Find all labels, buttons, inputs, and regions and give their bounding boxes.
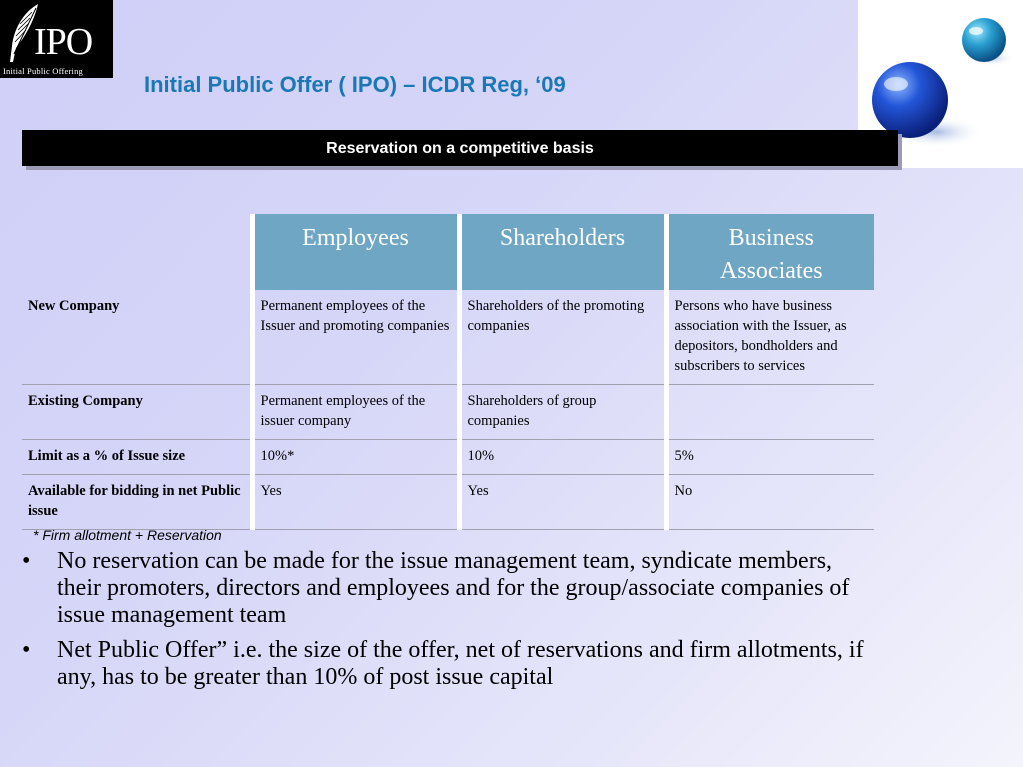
table-cell: Persons who have business association with the Issuer, as depositors, bondholders and subscribers to services: [666, 290, 874, 385]
ipo-logo: [0, 0, 113, 78]
list-item: [22, 548, 872, 629]
table-cell: 10%: [459, 440, 666, 475]
bullet-icon: •: [22, 548, 31, 574]
header-business-associates: Business Associates: [666, 214, 874, 290]
table-header-row: [22, 214, 874, 290]
row-label: Available for bidding in net Public issue: [22, 475, 252, 530]
list-item: [22, 637, 872, 691]
table-footnote: * Firm allotment + Reservation: [33, 527, 222, 543]
reservation-table: [22, 214, 874, 530]
bullet-text: No reservation can be made for the issue management team, syndicate members, their promoters, directors and employees and for the group/associate companies of issue management team: [57, 548, 850, 628]
section-banner: Reservation on a competitive basis: [22, 130, 898, 166]
table-cell: Shareholders of group companies: [459, 385, 666, 440]
table-cell: 5%: [666, 440, 874, 475]
row-label: Existing Company: [22, 385, 252, 440]
table-row: [22, 290, 874, 385]
logo-text: IPO: [34, 21, 93, 63]
table-cell: [666, 385, 874, 440]
table-cell: Permanent employees of the Issuer and promoting companies: [252, 290, 459, 385]
header-shareholders: Shareholders: [459, 214, 666, 290]
bullet-text: Net Public Offer” i.e. the size of the offer, net of reservations and firm allotments, if any, has to be greater than 10% of post issue capital: [57, 637, 864, 690]
table-row: [22, 475, 874, 530]
table-cell: Yes: [252, 475, 459, 530]
table-row: [22, 440, 874, 475]
bullet-list: [22, 548, 872, 699]
row-label: Limit as a % of Issue size: [22, 440, 252, 475]
row-label: New Company: [22, 290, 252, 385]
header-employees: Employees: [252, 214, 459, 290]
table-cell: 10%*: [252, 440, 459, 475]
table-row: [22, 385, 874, 440]
table-cell: Permanent employees of the issuer company: [252, 385, 459, 440]
table-cell: Shareholders of the promoting companies: [459, 290, 666, 385]
header-blank-cell: [22, 214, 252, 290]
logo-subtext: Initial Public Offering: [3, 66, 83, 76]
slide-title: Initial Public Offer ( IPO) – ICDR Reg, ‘09: [144, 72, 566, 97]
table-cell: No: [666, 475, 874, 530]
bullet-icon: •: [22, 637, 31, 663]
table-cell: Yes: [459, 475, 666, 530]
